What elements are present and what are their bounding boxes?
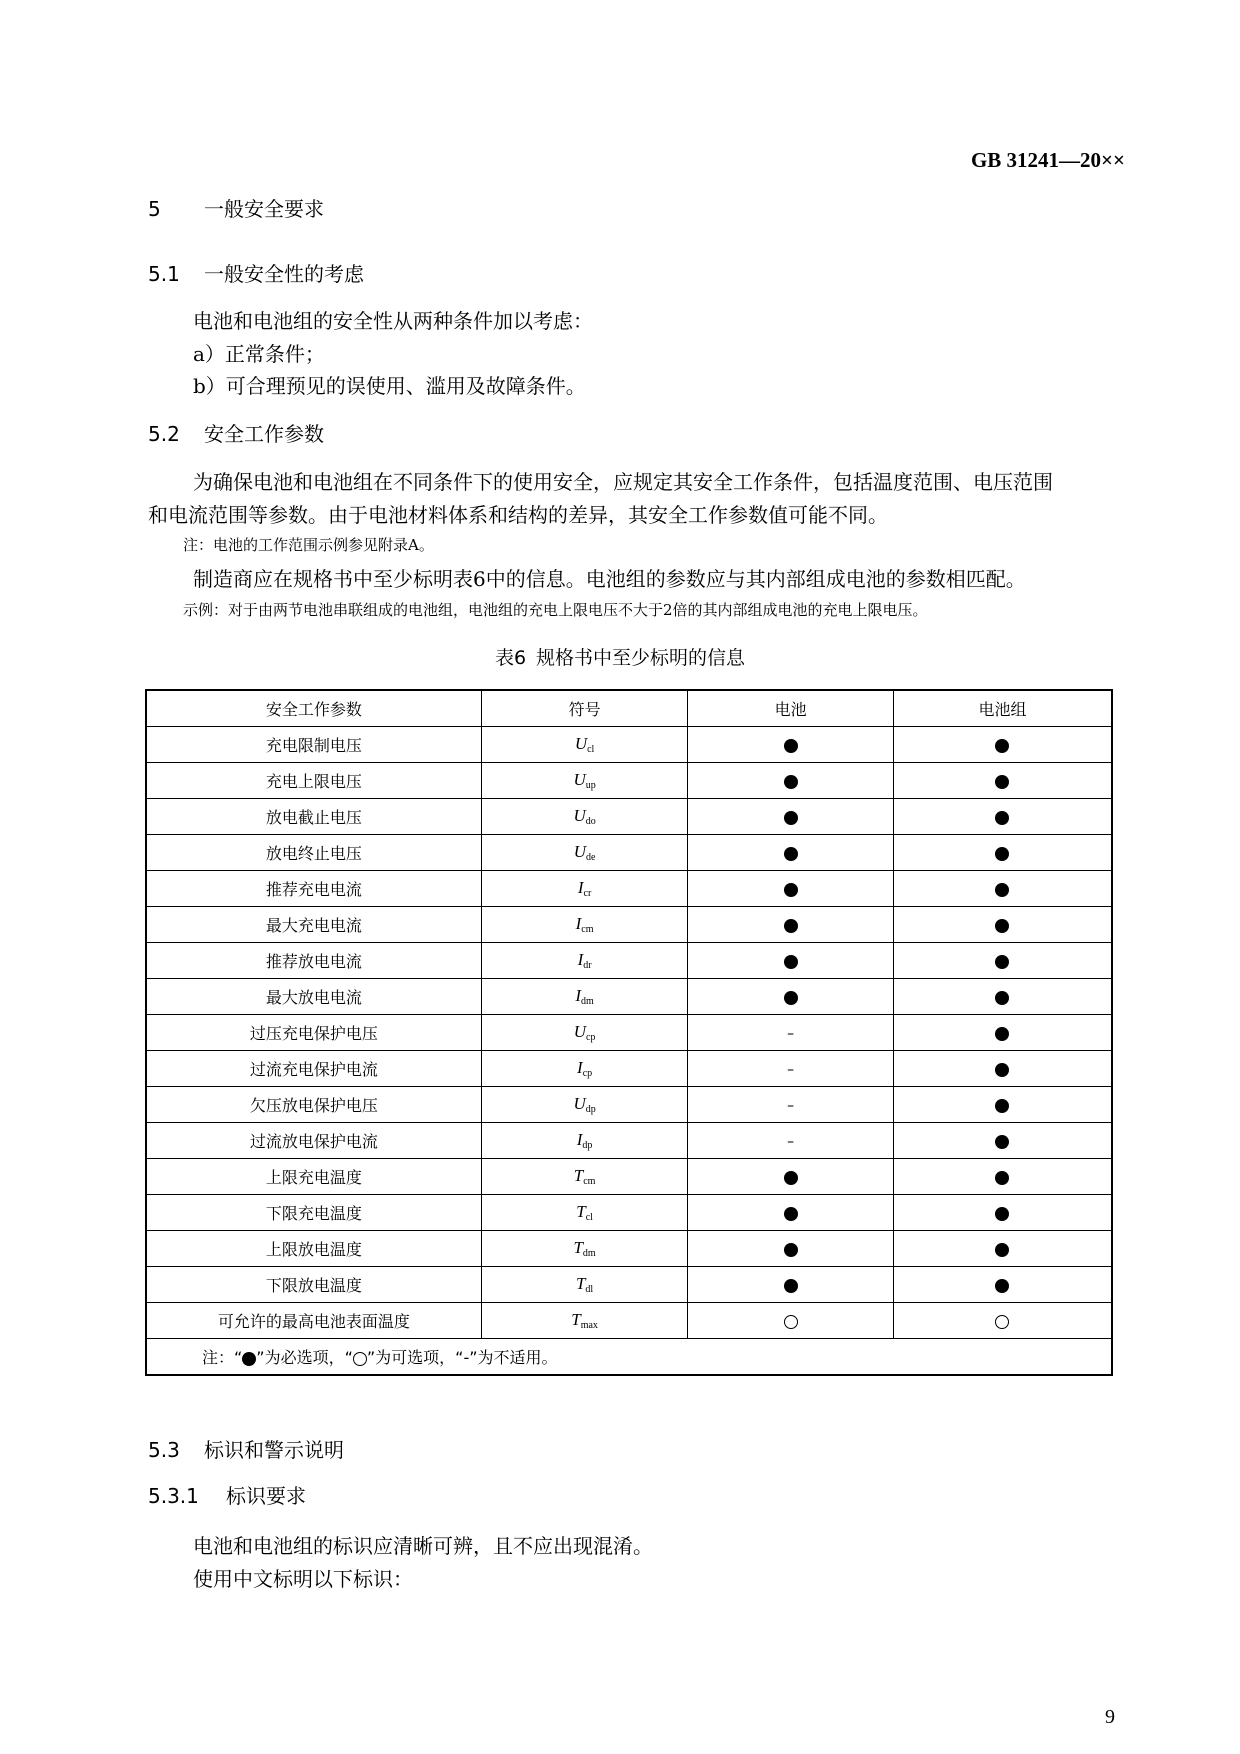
symbol (575, 734, 595, 753)
table-row (146, 799, 1112, 835)
section-5-3-1-heading (148, 1480, 306, 1509)
pack-requirement-cell (893, 1015, 1112, 1051)
section-5-2-heading (148, 418, 324, 447)
parameter-cell: 最大充电电流 (146, 907, 481, 943)
symbol (576, 914, 594, 933)
pack-requirement-cell (893, 979, 1112, 1015)
symbol-base: T (573, 1166, 584, 1185)
list-item-a: a）正常条件； (193, 342, 325, 366)
pack-requirement-cell (893, 799, 1112, 835)
filled-circle-icon (784, 919, 798, 933)
paragraph: 电池和电池组的安全性从两种条件加以考虑： (193, 309, 593, 333)
cell-requirement-cell (688, 979, 894, 1015)
parameter-cell: 推荐放电电流 (146, 943, 481, 979)
symbol-subscript: dr (583, 960, 592, 971)
cell-requirement-cell (688, 1195, 894, 1231)
symbol-subscript: up (585, 780, 596, 791)
pack-requirement-cell (893, 727, 1112, 763)
parameter-cell: 过流放电保护电流 (146, 1123, 481, 1159)
section-title: 标识和警示说明 (204, 1438, 344, 1462)
symbol-subscript: dm (581, 996, 594, 1007)
paragraph-line: 和电流范围等参数。由于电池材料体系和结构的差异，其安全工作参数值可能不同。 (148, 503, 888, 527)
symbol-subscript: cp (582, 1068, 593, 1079)
symbol-cell (481, 1159, 688, 1195)
table-row (146, 979, 1112, 1015)
parameter-cell: 下限充电温度 (146, 1195, 481, 1231)
filled-circle-icon (995, 775, 1009, 789)
table-number: 表6 (494, 647, 527, 669)
section-5-3-heading (148, 1434, 344, 1463)
paragraph: 电池和电池组的标识应清晰可辨，且不应出现混淆。 (193, 1534, 653, 1558)
symbol (575, 986, 593, 1005)
dash-mark: – (787, 1098, 795, 1114)
parameter-cell: 可允许的最高电池表面温度 (146, 1303, 481, 1339)
symbol (577, 1058, 592, 1077)
symbol-base: U (573, 806, 586, 825)
section-number: 5.2 (148, 422, 180, 446)
open-circle-icon (353, 1352, 367, 1366)
cell-requirement-cell (688, 907, 894, 943)
cell-requirement-cell (688, 1087, 894, 1123)
cell-requirement-cell (688, 835, 894, 871)
cell-requirement-cell (688, 763, 894, 799)
table-row (146, 763, 1112, 799)
parameter-cell: 过压充电保护电压 (146, 1015, 481, 1051)
filled-circle-icon (995, 1063, 1009, 1077)
filled-circle-icon (995, 883, 1009, 897)
symbol-cell (481, 727, 688, 763)
section-number: 5 (148, 197, 161, 221)
note-text: ”为可选项，“-”为不适用。 (366, 1348, 558, 1367)
filled-circle-icon (995, 919, 1009, 933)
parameter-cell: 欠压放电保护电压 (146, 1087, 481, 1123)
filled-circle-icon (784, 1171, 798, 1185)
symbol-cell (481, 1087, 688, 1123)
column-header: 符号 (481, 690, 688, 727)
symbol-cell (481, 871, 688, 907)
pack-requirement-cell (893, 1087, 1112, 1123)
filled-circle-icon (784, 847, 798, 861)
symbol-base: I (577, 950, 584, 969)
table-row (146, 1267, 1112, 1303)
pack-requirement-cell (893, 907, 1112, 943)
pack-requirement-cell (893, 871, 1112, 907)
symbol-base: U (574, 734, 588, 753)
open-circle-icon (784, 1315, 798, 1329)
table-note-row (146, 1339, 1112, 1376)
filled-circle-icon (995, 1279, 1009, 1293)
section-title: 标识要求 (226, 1484, 306, 1508)
filled-circle-icon (995, 1135, 1009, 1149)
note-text: 注：“ (202, 1348, 243, 1367)
dash-mark: – (787, 1062, 795, 1078)
spec-table (145, 689, 1113, 1376)
symbol-cell (481, 763, 688, 799)
section-5-heading (148, 193, 324, 222)
symbol-subscript: do (585, 816, 596, 827)
cell-requirement-cell (688, 1267, 894, 1303)
filled-circle-icon (784, 883, 798, 897)
parameter-cell: 最大放电电流 (146, 979, 481, 1015)
symbol-base: I (575, 914, 582, 933)
symbol-base: T (576, 1202, 586, 1221)
table-row (146, 1303, 1112, 1339)
filled-circle-icon (995, 1099, 1009, 1113)
filled-circle-icon (995, 1027, 1009, 1041)
filled-circle-icon (242, 1352, 256, 1366)
cell-requirement-cell (688, 1231, 894, 1267)
symbol-subscript: cl (585, 1212, 593, 1223)
filled-circle-icon (995, 955, 1009, 969)
parameter-cell: 充电限制电压 (146, 727, 481, 763)
pack-requirement-cell (893, 1303, 1112, 1339)
section-title: 安全工作参数 (204, 422, 324, 446)
symbol-cell (481, 1303, 688, 1339)
symbol (573, 1094, 595, 1113)
filled-circle-icon (995, 847, 1009, 861)
symbol-base: I (575, 986, 582, 1005)
symbol (573, 806, 595, 825)
filled-circle-icon (995, 1207, 1009, 1221)
cell-requirement-cell (688, 1123, 894, 1159)
pack-requirement-cell (893, 1159, 1112, 1195)
filled-circle-icon (784, 955, 798, 969)
symbol-cell (481, 835, 688, 871)
cell-requirement-cell (688, 1159, 894, 1195)
symbol-subscript: cr (583, 888, 592, 899)
parameter-cell: 下限放电温度 (146, 1267, 481, 1303)
symbol-base: U (573, 1094, 586, 1113)
filled-circle-icon (784, 1279, 798, 1293)
table-row (146, 1195, 1112, 1231)
table-row (146, 727, 1112, 763)
page-number: 9 (1105, 1706, 1115, 1728)
note: 注：电池的工作范围示例参见附录A。 (183, 536, 434, 554)
symbol-cell (481, 1267, 688, 1303)
symbol (577, 1130, 593, 1149)
filled-circle-icon (784, 1243, 798, 1257)
filled-circle-icon (784, 991, 798, 1005)
symbol-subscript: cm (581, 924, 594, 935)
symbol-subscript: cm (583, 1176, 596, 1187)
symbol (578, 950, 592, 969)
symbol (571, 1310, 598, 1329)
cell-requirement-cell (688, 1051, 894, 1087)
filled-circle-icon (995, 739, 1009, 753)
filled-circle-icon (784, 811, 798, 825)
note-text: ”为必选项，“ (256, 1348, 353, 1367)
pack-requirement-cell (893, 1267, 1112, 1303)
parameter-cell: 放电截止电压 (146, 799, 481, 835)
symbol (573, 1238, 595, 1257)
symbol-cell (481, 799, 688, 835)
filled-circle-icon (995, 811, 1009, 825)
table-note (146, 1339, 1112, 1376)
parameter-cell: 推荐充电电流 (146, 871, 481, 907)
filled-circle-icon (995, 1171, 1009, 1185)
table-row (146, 943, 1112, 979)
section-number: 5.1 (148, 262, 180, 286)
table-row (146, 1159, 1112, 1195)
table-row (146, 1087, 1112, 1123)
document-number: GB 31241—20×× (970, 148, 1125, 172)
symbol-subscript: cp (585, 1032, 596, 1043)
table-row (146, 1123, 1112, 1159)
cell-requirement-cell (688, 1303, 894, 1339)
open-circle-icon (995, 1315, 1009, 1329)
symbol-base: U (573, 842, 586, 861)
parameter-cell: 上限放电温度 (146, 1231, 481, 1267)
pack-requirement-cell (893, 763, 1112, 799)
table-row (146, 871, 1112, 907)
symbol-subscript: dp (585, 1104, 596, 1115)
pack-requirement-cell (893, 835, 1112, 871)
symbol (576, 1202, 593, 1221)
column-header: 电池 (688, 690, 894, 727)
symbol-base: T (573, 1238, 583, 1257)
symbol-base: T (575, 1274, 586, 1293)
symbol-base: I (577, 878, 584, 897)
symbol (574, 1166, 596, 1185)
section-number: 5.3.1 (148, 1484, 199, 1508)
example: 示例：对于由两节电池串联组成的电池组，电池组的充电上限电压不大于2倍的其内部组成电池的充电上限电压。 (183, 601, 928, 619)
parameter-cell: 上限充电温度 (146, 1159, 481, 1195)
cell-requirement-cell (688, 799, 894, 835)
symbol-subscript: cl (587, 744, 595, 755)
dash-mark: – (787, 1134, 795, 1150)
cell-requirement-cell (688, 871, 894, 907)
symbol (578, 878, 591, 897)
filled-circle-icon (784, 1207, 798, 1221)
filled-circle-icon (995, 1243, 1009, 1257)
filled-circle-icon (995, 991, 1009, 1005)
symbol (573, 770, 595, 789)
cell-requirement-cell (688, 727, 894, 763)
cell-requirement-cell (688, 1015, 894, 1051)
symbol-cell (481, 1195, 688, 1231)
symbol-cell (481, 979, 688, 1015)
section-5-1-heading (148, 258, 364, 287)
symbol-cell (481, 907, 688, 943)
table-caption (0, 643, 1240, 670)
table-row (146, 1015, 1112, 1051)
parameter-cell: 放电终止电压 (146, 835, 481, 871)
symbol (576, 1274, 593, 1293)
table-row (146, 907, 1112, 943)
symbol-subscript: dp (582, 1140, 593, 1151)
symbol-base: U (573, 1022, 586, 1041)
paragraph: 使用中文标明以下标识： (193, 1567, 413, 1591)
paragraph-line: 为确保电池和电池组在不同条件下的使用安全，应规定其安全工作条件，包括温度范围、电压范围 (193, 470, 1053, 494)
symbol-base: I (577, 1058, 583, 1077)
list-item-b: b）可合理预见的误使用、滥用及故障条件。 (193, 374, 586, 398)
column-header: 电池组 (893, 690, 1112, 727)
pack-requirement-cell (893, 1051, 1112, 1087)
symbol-subscript: max (580, 1320, 598, 1331)
section-title: 一般安全性的考虑 (204, 262, 364, 286)
symbol-cell (481, 1051, 688, 1087)
pack-requirement-cell (893, 943, 1112, 979)
table-header-row (146, 690, 1112, 727)
column-header: 安全工作参数 (146, 690, 481, 727)
section-title: 一般安全要求 (204, 197, 324, 221)
pack-requirement-cell (893, 1195, 1112, 1231)
symbol-cell (481, 1015, 688, 1051)
symbol-subscript: dl (585, 1284, 594, 1295)
symbol-cell (481, 1123, 688, 1159)
table-row (146, 1231, 1112, 1267)
symbol-subscript: dm (582, 1248, 596, 1259)
filled-circle-icon (784, 775, 798, 789)
parameter-cell: 充电上限电压 (146, 763, 481, 799)
filled-circle-icon (784, 739, 798, 753)
symbol-base: T (571, 1310, 581, 1329)
symbol (574, 842, 596, 861)
pack-requirement-cell (893, 1123, 1112, 1159)
pack-requirement-cell (893, 1231, 1112, 1267)
cell-requirement-cell (688, 943, 894, 979)
table-row (146, 1051, 1112, 1087)
symbol-subscript: de (585, 852, 596, 863)
symbol-base: U (573, 770, 586, 789)
symbol-base: I (576, 1130, 583, 1149)
section-number: 5.3 (148, 1438, 180, 1462)
symbol-cell (481, 1231, 688, 1267)
dash-mark: – (787, 1026, 795, 1042)
symbol-cell (481, 943, 688, 979)
parameter-cell: 过流充电保护电流 (146, 1051, 481, 1087)
table-title: 规格书中至少标明的信息 (536, 647, 746, 669)
table-row (146, 835, 1112, 871)
paragraph: 制造商应在规格书中至少标明表6中的信息。电池组的参数应与其内部组成电池的参数相匹配。 (193, 567, 1026, 591)
symbol (574, 1022, 596, 1041)
